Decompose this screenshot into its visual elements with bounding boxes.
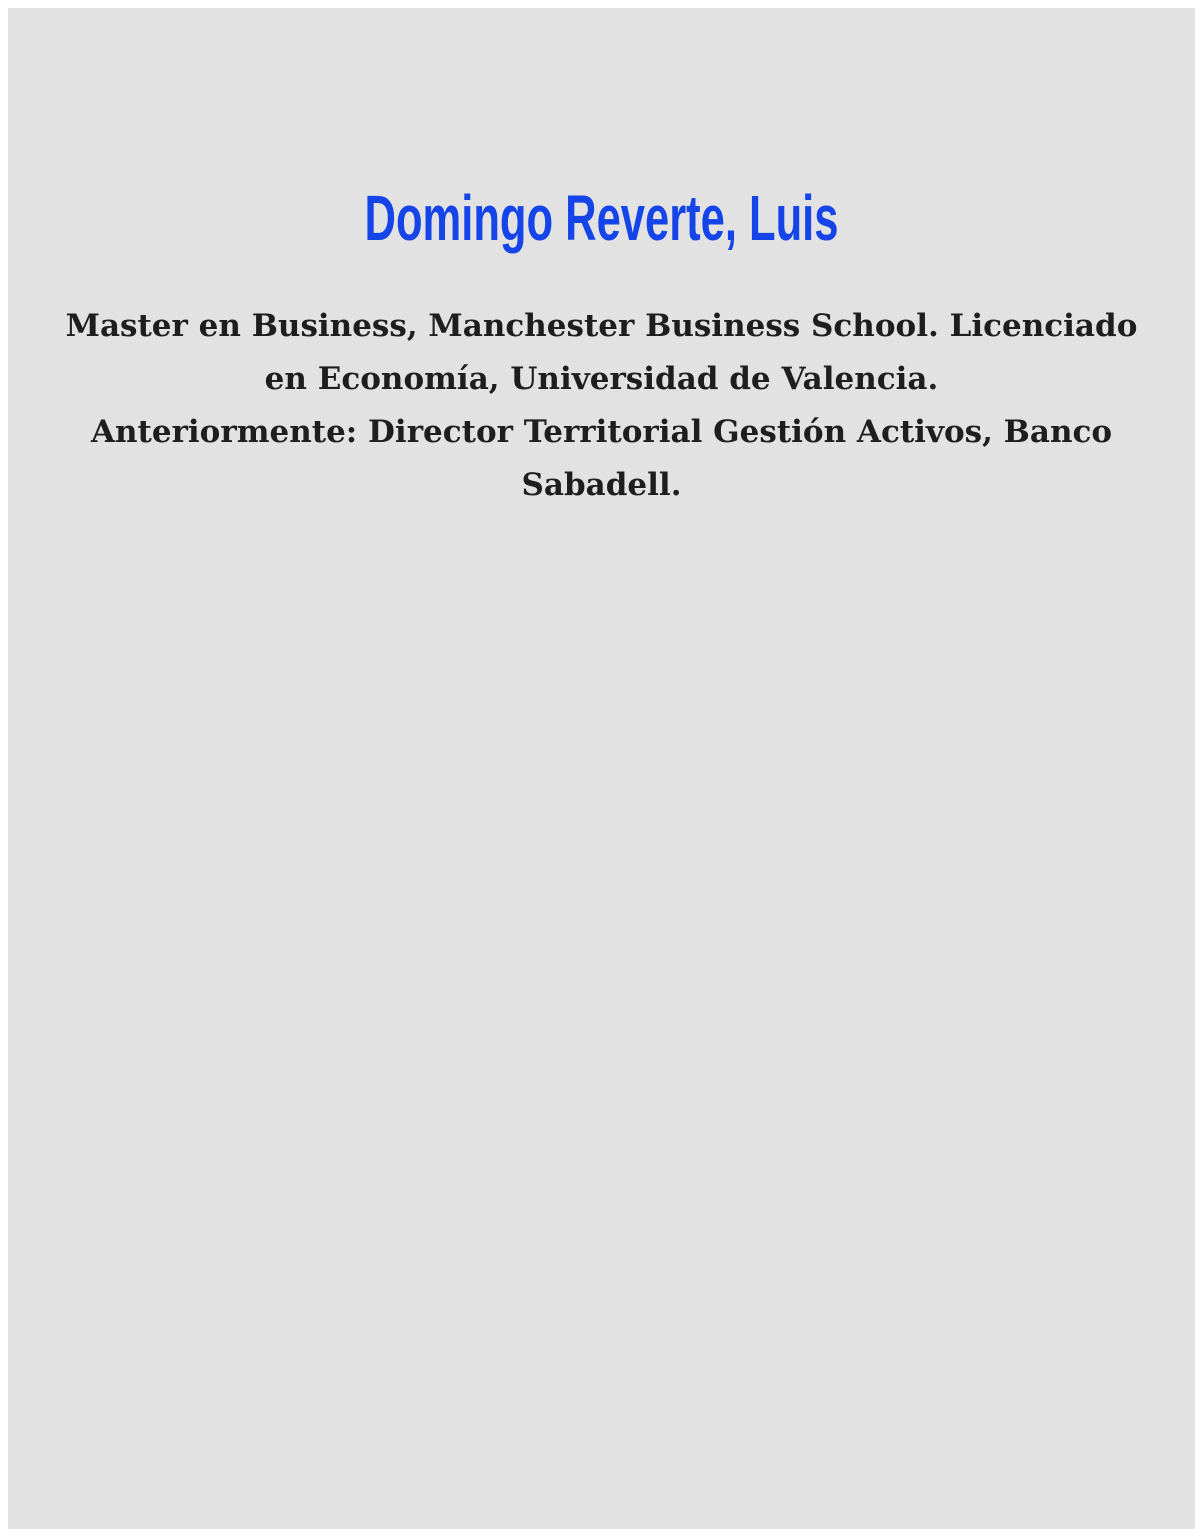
page-title: Domingo Reverte, Luis xyxy=(364,182,839,254)
bio-line: Anteriormente: Director Territorial Gestión Activos, Banco xyxy=(90,414,1113,450)
profile-content xyxy=(8,8,1195,512)
profile-page xyxy=(8,8,1195,1529)
bio-line: Master en Business, Manchester Business School. Licenciado xyxy=(65,308,1138,344)
bio-text xyxy=(8,300,1195,512)
bio-line: Sabadell. xyxy=(521,467,682,503)
bio-line: en Economía, Universidad de Valencia. xyxy=(264,361,939,397)
